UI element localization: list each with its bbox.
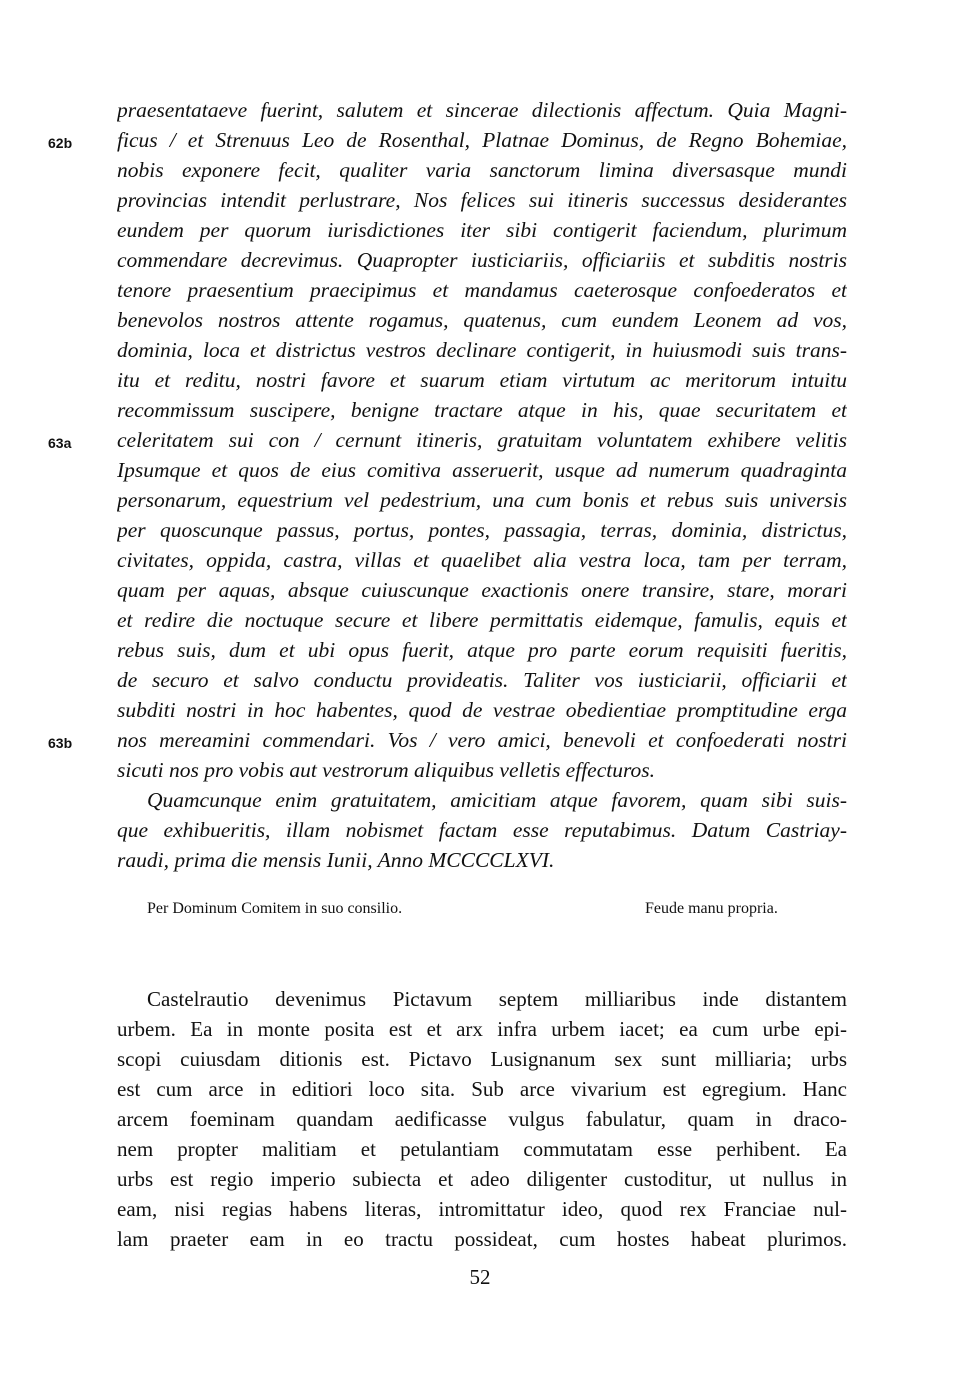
closing-line: raudi, prima die mensis Iunii, Anno MCCCCLXVI.: [117, 848, 555, 872]
signature-right: Feude manu propria.: [645, 900, 778, 917]
narrative-line: arcem foeminam quandam aedificasse vulgus fabulatur, quam in draco-: [117, 1107, 847, 1131]
charter-line: dominia, loca et districtus vestros declinare contigerit, in huiusmodi suis trans-: [117, 338, 847, 362]
narrative-line: est cum arce in editiori loco sita. Sub arce vivarium est egregium. Hanc: [117, 1077, 847, 1101]
page-number: 52: [469, 1265, 491, 1289]
narrative-line: urbs est regio imperio subiecta et adeo diligenter custoditur, ut nullus in: [117, 1167, 847, 1191]
charter-line: ficus / et Strenuus Leo de Rosenthal, Platnae Dominus, de Regno Bohemiae,: [117, 128, 847, 152]
signature-left: Per Dominum Comitem in suo consilio.: [147, 900, 403, 917]
margin-folio-note: 62b: [48, 135, 73, 151]
charter-line: provincias intendit perlustrare, Nos felices sui itineris successus desiderantes: [117, 188, 847, 212]
charter-line: recommissum suscipere, benigne tractare atque in his, quae securitatem et: [117, 398, 847, 422]
charter-line: Ipsumque et quos de eius comitiva asseruerit, usque ad numerum quadraginta: [117, 458, 847, 482]
narrative-line: urbem. Ea in monte posita est et arx infra urbem iacet; ea cum urbe epi-: [117, 1017, 847, 1041]
margin-folio-note: 63b: [48, 735, 73, 751]
closing-line: Quamcunque enim gratuitatem, amicitiam atque favorem, quam sibi suis-: [147, 788, 847, 812]
charter-line: nobis exponere fecit, qualiter varia sanctorum limina diversasque mundi: [117, 158, 847, 182]
narrative-line: scopi cuiusdam ditionis est. Pictavo Lusignanum sex sunt milliaria; urbs: [117, 1047, 847, 1071]
charter-line: tenore praesentium praecipimus et mandamus caeterosque confoederatos et: [117, 278, 847, 302]
charter-line: nos mereamini commendari. Vos / vero amici, benevoli et confoederati nostri: [117, 728, 847, 752]
narrative-line: lam praeter eam in eo tractu possideat, cum hostes habeat plurimos.: [117, 1227, 847, 1251]
margin-folio-note: 63a: [48, 435, 72, 451]
charter-line: commendare decrevimus. Quapropter iusticiariis, officiariis et subditis nostris: [117, 248, 847, 272]
charter-line: eundem per quorum iurisdictiones iter sibi contigerit faciendum, plurimum: [117, 218, 847, 242]
charter-line: subditi nostri in hoc habentes, quod de vestrae obedientiae promptitudine erga: [117, 698, 847, 722]
charter-line: quam per aquas, absque cuiuscunque exactionis onere transire, stare, morari: [117, 578, 847, 602]
closing-line: que exhibueritis, illam nobismet factam esse reputabimus. Datum Castriay-: [117, 818, 847, 842]
narrative-line: Castelrautio devenimus Pictavum septem milliaribus inde distantem: [147, 987, 847, 1011]
charter-line: benevolos nostros attente rogamus, quatenus, cum eundem Leonem ad vos,: [117, 308, 847, 332]
charter-line: praesentataeve fuerint, salutem et sincerae dilectionis affectum. Quia Magni-: [117, 98, 847, 122]
charter-line: personarum, equestrium vel pedestrium, una cum bonis et rebus suis universis: [117, 488, 847, 512]
narrative-line: eam, nisi regias habens literas, intromittatur ideo, quod rex Franciae nul-: [117, 1197, 847, 1221]
charter-line: celeritatem sui con / cernunt itineris, gratuitam voluntatem exhibere velitis: [117, 428, 847, 452]
charter-line: sicuti nos pro vobis aut vestrorum aliquibus velletis effecturos.: [117, 758, 656, 782]
charter-line: itu et reditu, nostri favore et suarum etiam virtutum ac meritorum intuitu: [117, 368, 847, 392]
charter-line: rebus suis, dum et ubi opus fuerit, atque pro parte eorum requisiti fueritis,: [117, 638, 847, 662]
charter-line: et redire die noctuque secure et libere permittatis eidemque, famulis, equis et: [117, 608, 847, 632]
charter-line: de securo et salvo conductu provideatis. Taliter vos iusticiarii, officiarii et: [117, 668, 847, 692]
charter-line: civitates, oppida, castra, villas et quaelibet alia vestra loca, tam per terram,: [117, 548, 847, 572]
charter-line: per quoscunque passus, portus, pontes, passagia, terras, dominia, districtus,: [117, 518, 847, 542]
narrative-line: nem propter malitiam et petulantiam commutatam esse perhibent. Ea: [117, 1137, 847, 1161]
